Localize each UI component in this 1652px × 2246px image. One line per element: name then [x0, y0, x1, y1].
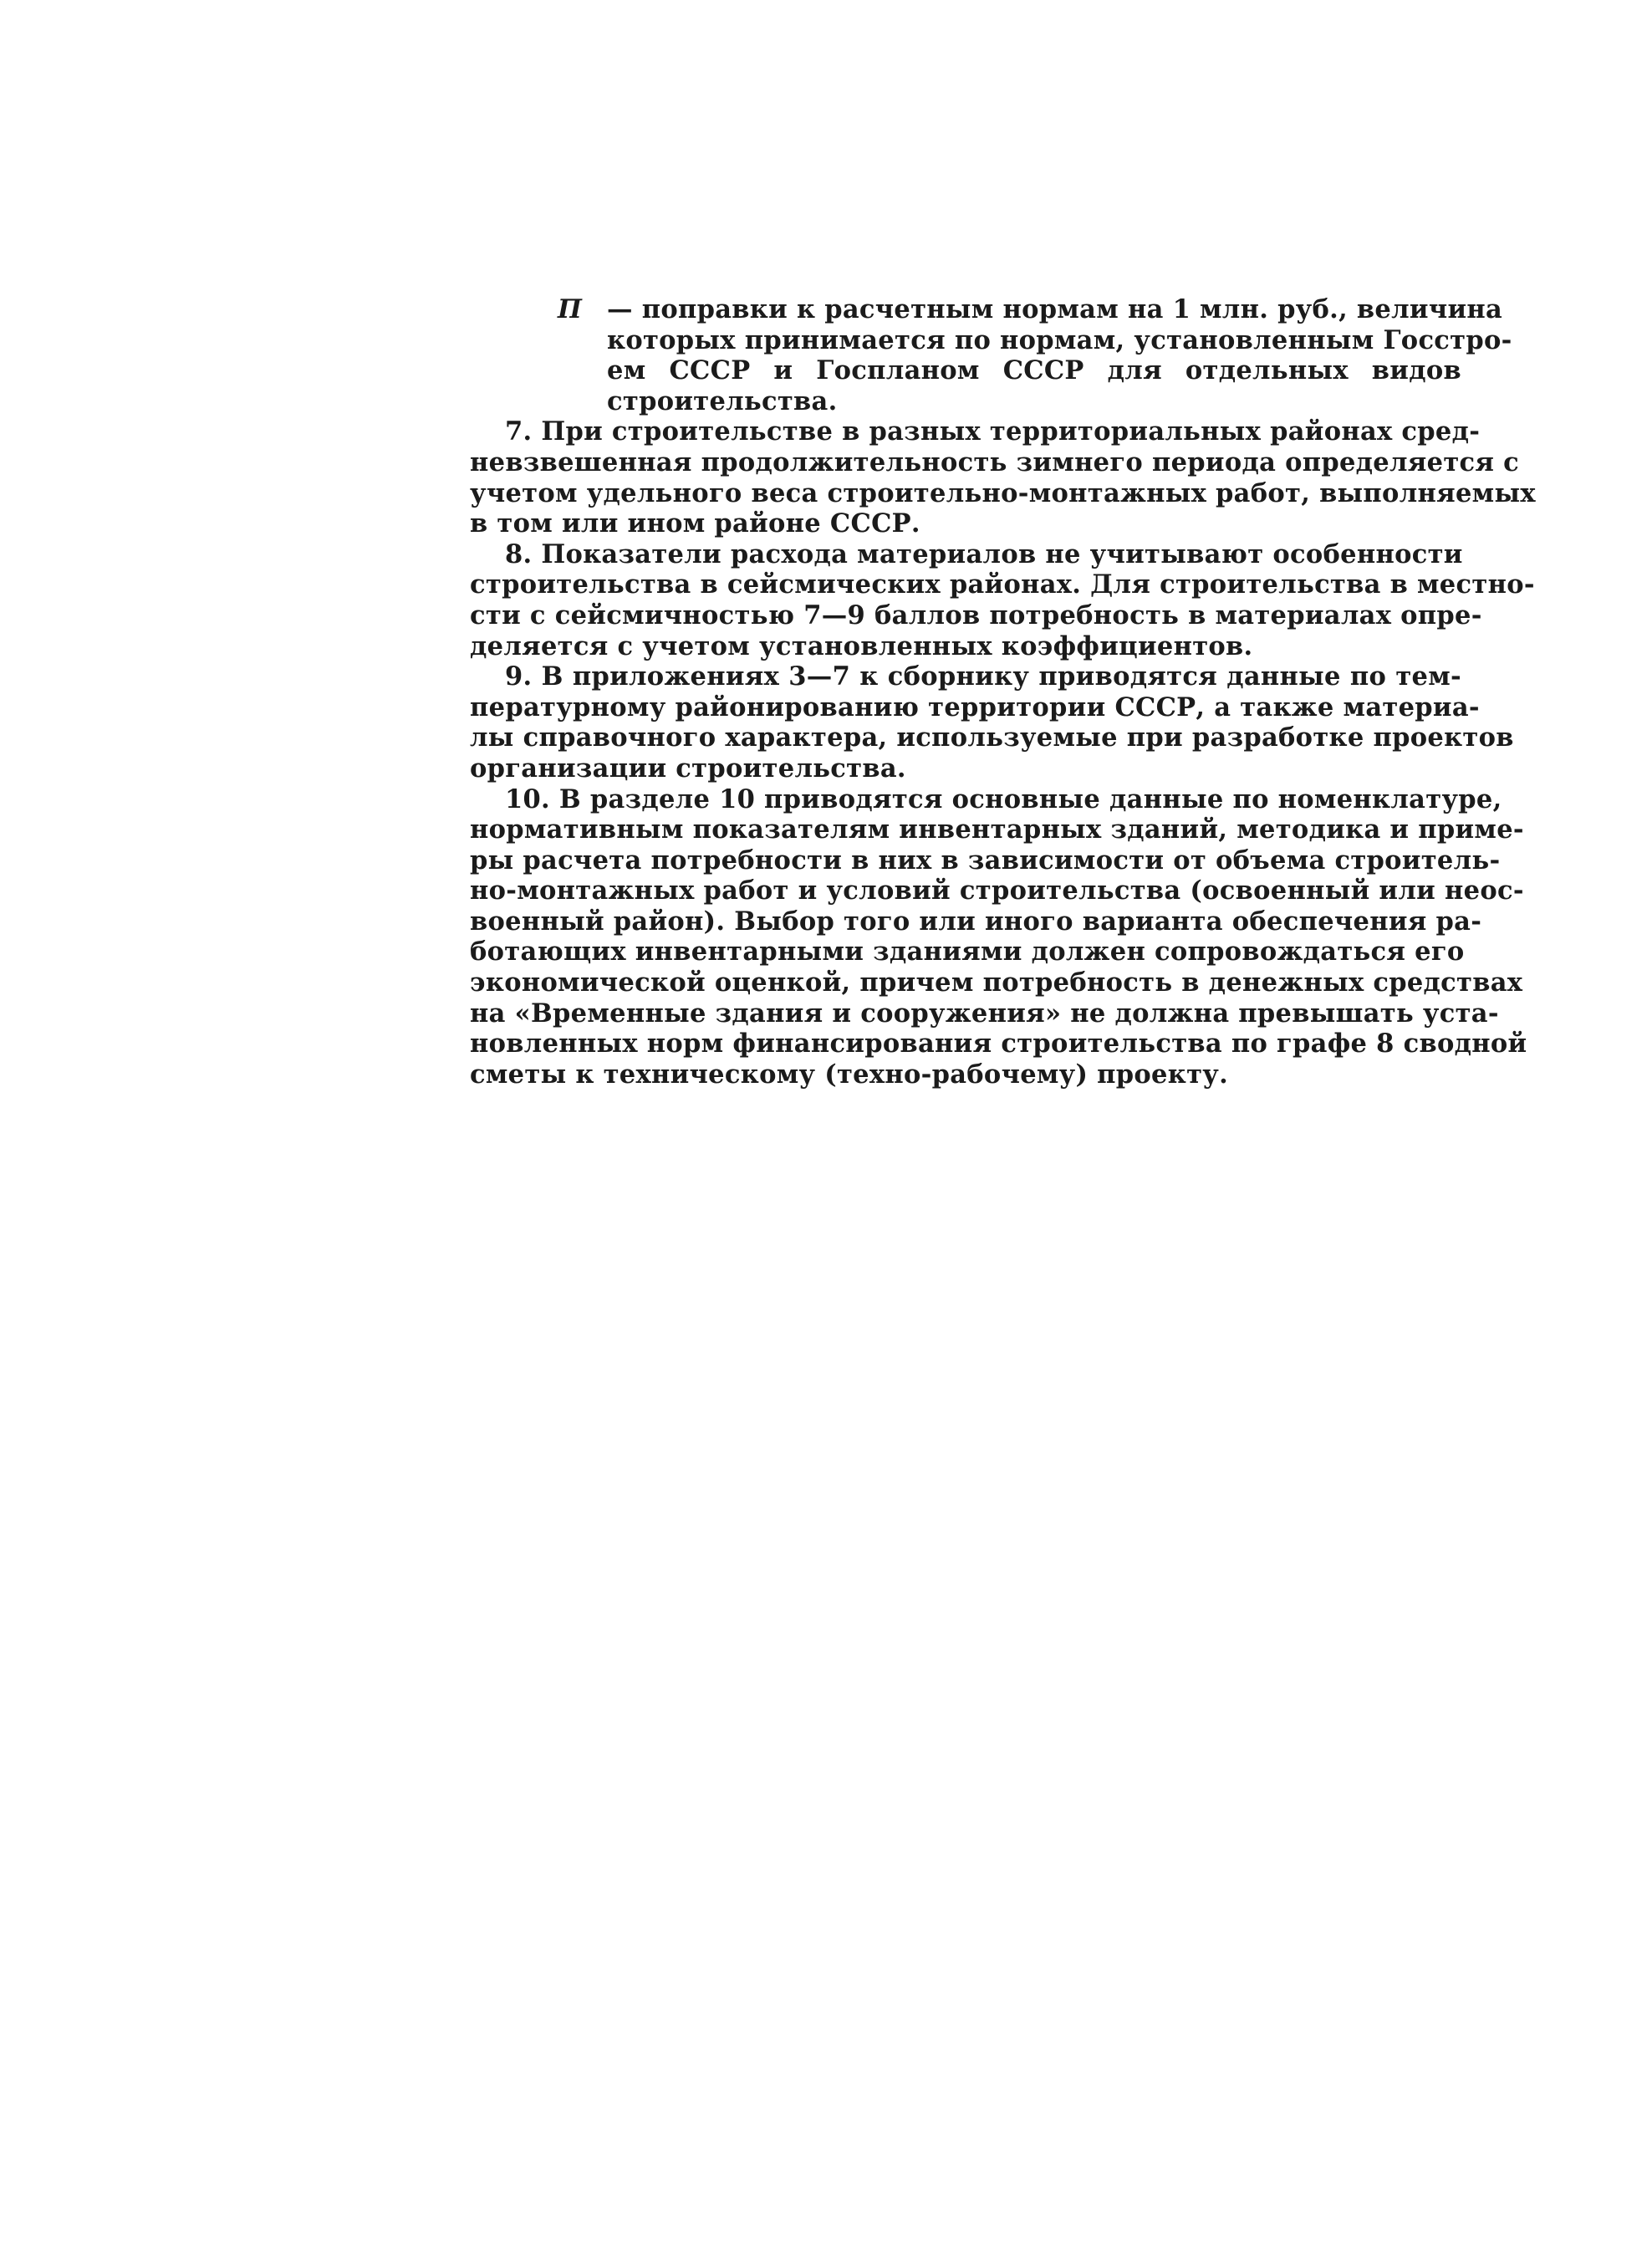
text-line: учетом удельного веса строительно-монтажных работ, выполняемых	[470, 477, 1536, 508]
text-line: 10. В разделе 10 приводятся основные данные по номенклатуре,	[505, 784, 1502, 814]
text-line: сти с сейсмичностью 7—9 баллов потребность в материалах опре-	[470, 600, 1482, 630]
text-line: строительства в сейсмических районах. Для строительства в местно-	[470, 569, 1535, 600]
text-line: строительства.	[607, 385, 838, 416]
text-line: 8. Показатели расхода материалов не учитывают особенности	[505, 539, 1463, 569]
text-line: но-монтажных работ и условий строительства (освоенный или неос-	[470, 875, 1524, 906]
document-text	[470, 294, 1536, 1090]
paragraph-10	[470, 784, 1527, 1090]
text-line: невзвешенная продолжительность зимнего периода определяется с	[470, 447, 1520, 477]
text-line: новленных норм финансирования строительства по графе 8 сводной	[470, 1029, 1527, 1059]
text-line: 7. При строительстве в разных территориальных районах сред-	[505, 416, 1481, 447]
text-line: сметы к техническому (техно-рабочему) проекту.	[470, 1059, 1229, 1090]
text-line: пературному районированию территории СССР, а также материа-	[470, 692, 1480, 722]
text-line: на «Временные здания и сооружения» не должна превышать уста-	[470, 998, 1499, 1029]
paragraph-8	[470, 539, 1535, 661]
text-line: ры расчета потребности в них в зависимости от объема строитель-	[470, 845, 1501, 875]
definition-p	[470, 294, 1512, 416]
text-line: в том или ином районе СССР.	[470, 508, 920, 539]
paragraph-9	[470, 661, 1514, 784]
text-line: организации строительства.	[470, 753, 906, 784]
text-line: военный район). Выбор того или иного варианта обеспечения ра-	[470, 906, 1482, 937]
text-line: 9. В приложениях 3—7 к сборнику приводятся данные по тем-	[505, 661, 1461, 692]
text-line: ботающих инвентарными зданиями должен сопровождаться его	[470, 937, 1465, 967]
text-line: нормативным показателям инвентарных зданий, методика и приме-	[470, 814, 1524, 845]
definition-symbol: П	[558, 294, 583, 324]
text-line: ем СССР и Госпланом СССР для отдельных видов	[607, 355, 1461, 386]
text-line: которых принимается по нормам, установленным Госстро-	[607, 324, 1512, 355]
text-line: — поправки к расчетным нормам на 1 млн. руб., величина	[607, 294, 1503, 324]
text-line: деляется с учетом установленных коэффициентов.	[470, 630, 1253, 661]
text-line: экономической оценкой, причем потребность в денежных средствах	[470, 967, 1523, 998]
text-line: лы справочного характера, используемые при разработке проектов	[470, 722, 1514, 753]
paragraph-7	[470, 416, 1536, 539]
